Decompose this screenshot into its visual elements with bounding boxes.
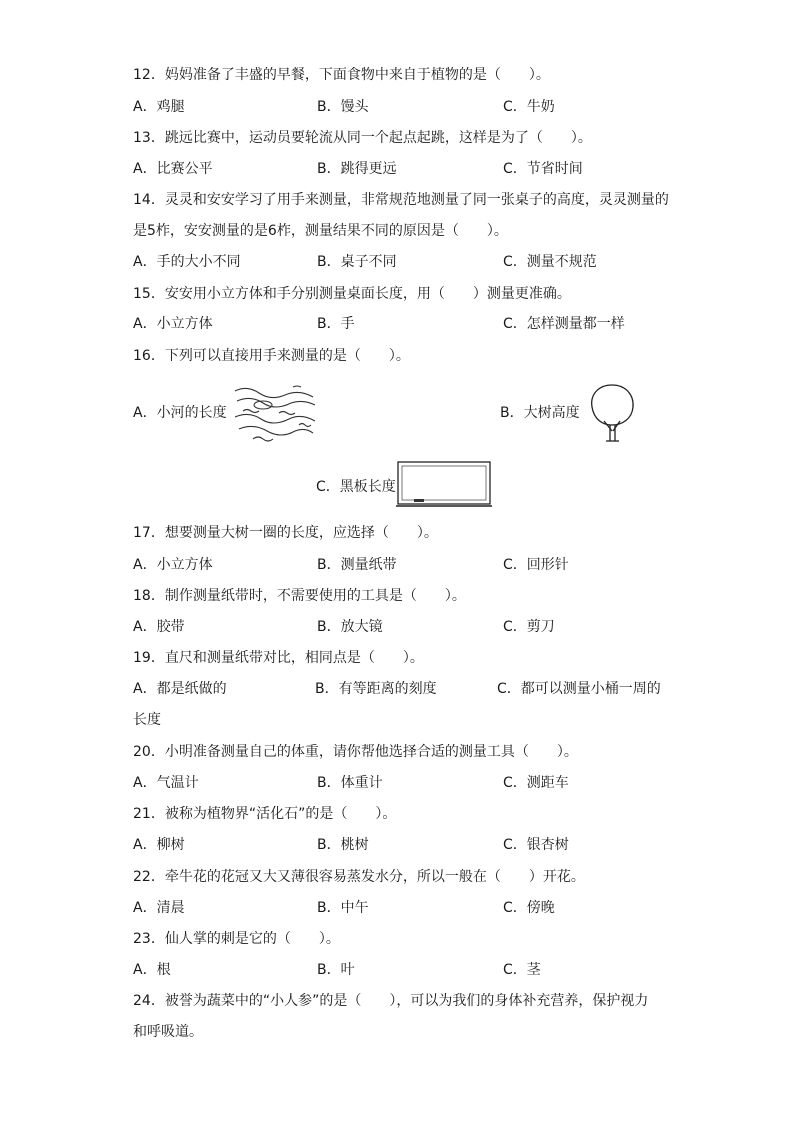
question-15-stem: 15．安安用小立方体和手分别测量桌面长度，用（ ）测量更准确。	[133, 286, 571, 302]
option-c[interactable]: C．黑板长度	[316, 479, 396, 495]
option-a[interactable]: A．鸡腿	[133, 99, 185, 115]
question-14-stem: 14．灵灵和安安学习了用手来测量，非常规范地测量了同一张桌子的高度，灵灵测量的	[133, 192, 669, 208]
option-c[interactable]: C．剪刀	[503, 619, 555, 635]
option-b[interactable]: B．手	[317, 316, 355, 332]
option-c[interactable]: C．测量不规范	[503, 254, 597, 270]
option-c[interactable]: C．回形针	[503, 557, 569, 573]
question-18-stem: 18．制作测量纸带时，不需要使用的工具是（ ）。	[133, 588, 466, 604]
option-c[interactable]: C．牛奶	[503, 99, 555, 115]
option-a[interactable]: A．气温计	[133, 775, 199, 791]
question-13-stem: 13．跳远比赛中，运动员要轮流从同一个起点起跳，这样是为了（ ）。	[133, 130, 592, 146]
option-b[interactable]: B．测量纸带	[317, 557, 397, 573]
question-20-options	[133, 773, 673, 793]
option-b[interactable]: B．桌子不同	[317, 254, 397, 270]
option-a[interactable]: A．根	[133, 962, 171, 978]
question-22-stem: 22．牵牛花的花冠又大又薄很容易蒸发水分，所以一般在（ ）开花。	[133, 869, 585, 885]
question-19-options	[133, 679, 673, 699]
river-icon	[233, 383, 317, 443]
question-15-options	[133, 314, 673, 334]
option-c[interactable]: C．节省时间	[503, 161, 583, 177]
option-c[interactable]: C．都可以测量小桶一周的	[497, 681, 661, 697]
option-b[interactable]: B．跳得更远	[317, 161, 397, 177]
question-23-stem: 23．仙人掌的刺是它的（ ）。	[133, 931, 340, 947]
question-19-stem: 19．直尺和测量纸带对比，相同点是（ ）。	[133, 650, 424, 666]
question-21-options	[133, 835, 673, 855]
option-b[interactable]: B．有等距离的刻度	[315, 681, 437, 697]
option-a[interactable]: A．比赛公平	[133, 161, 213, 177]
question-14-options	[133, 252, 673, 272]
question-17-stem: 17．想要测量大树一圈的长度，应选择（ ）。	[133, 525, 438, 541]
option-c[interactable]: C．测距车	[503, 775, 569, 791]
blackboard-icon	[396, 460, 492, 508]
option-b[interactable]: B．馒头	[317, 99, 369, 115]
option-b[interactable]: B．大树高度	[500, 405, 580, 421]
question-23-options	[133, 960, 673, 980]
option-c[interactable]: C．银杏树	[503, 837, 569, 853]
option-c[interactable]: C．怎样测量都一样	[503, 316, 625, 332]
option-a[interactable]: A．都是纸做的	[133, 681, 227, 697]
question-12-options	[133, 97, 673, 117]
question-18-options	[133, 617, 673, 637]
option-a[interactable]: A．手的大小不同	[133, 254, 241, 270]
question-22-options	[133, 898, 673, 918]
option-b[interactable]: B．叶	[317, 962, 355, 978]
option-a[interactable]: A．柳树	[133, 837, 185, 853]
option-c[interactable]: C．茎	[503, 962, 541, 978]
option-b[interactable]: B．桃树	[317, 837, 369, 853]
tree-icon	[586, 383, 638, 443]
question-13-options	[133, 159, 673, 179]
option-a[interactable]: A．小立方体	[133, 316, 213, 332]
question-17-options	[133, 555, 673, 575]
option-b[interactable]: B．放大镜	[317, 619, 383, 635]
option-b[interactable]: B．体重计	[317, 775, 383, 791]
option-b[interactable]: B．中午	[317, 900, 369, 916]
question-24-stem-continued: 和呼吸道。	[133, 1024, 203, 1040]
question-20-stem: 20．小明准备测量自己的体重，请你帮他选择合适的测量工具（ ）。	[133, 744, 578, 760]
question-14-stem-continued: 是5柞，安安测量的是6柞，测量结果不同的原因是（ ）。	[133, 223, 508, 239]
option-a[interactable]: A．小立方体	[133, 557, 213, 573]
question-19-option-continued: 长度	[133, 712, 161, 728]
question-16-stem: 16．下列可以直接用手来测量的是（ ）。	[133, 348, 410, 364]
question-21-stem: 21．被称为植物界“活化石”的是（ ）。	[133, 806, 397, 822]
option-c[interactable]: C．傍晚	[503, 900, 555, 916]
option-a[interactable]: A．小河的长度	[133, 405, 227, 421]
option-a[interactable]: A．胶带	[133, 619, 185, 635]
question-24-stem: 24．被誉为蔬菜中的“小人参”的是（ ），可以为我们的身体补充营养，保护视力	[133, 993, 649, 1009]
option-a[interactable]: A．清晨	[133, 900, 185, 916]
question-12-stem: 12．妈妈准备了丰盛的早餐，下面食物中来自于植物的是（ ）。	[133, 67, 550, 83]
